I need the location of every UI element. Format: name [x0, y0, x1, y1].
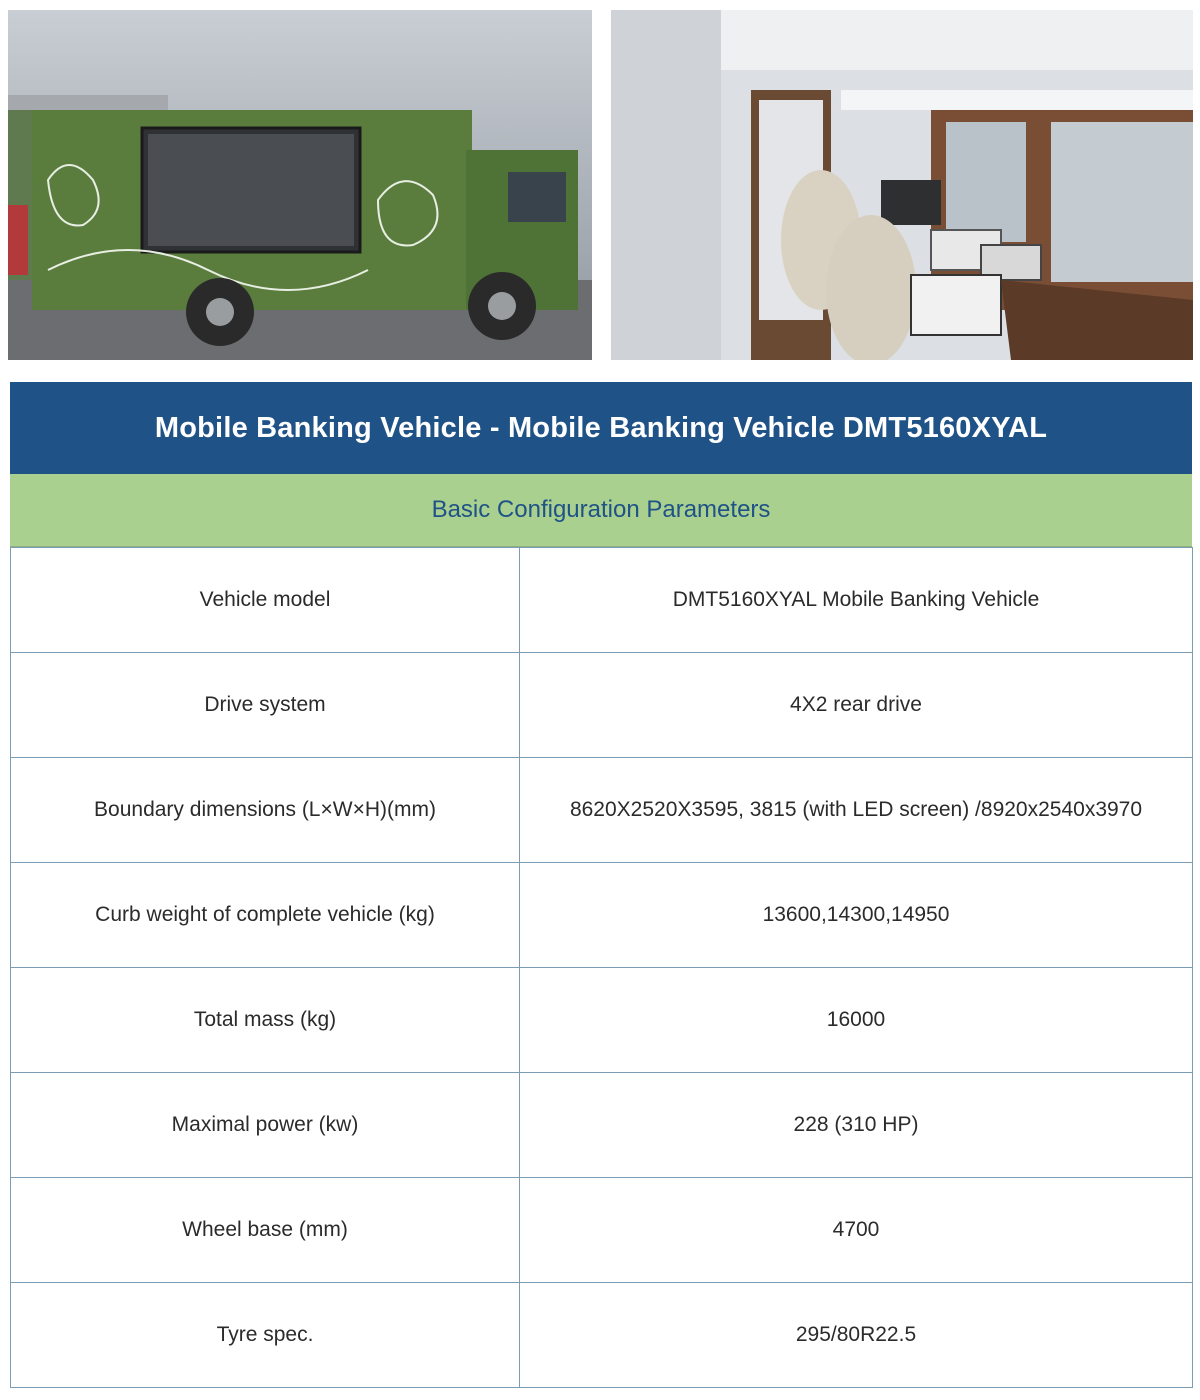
- table-row: [11, 863, 1193, 968]
- spec-label: Tyre spec.: [11, 1283, 520, 1388]
- spec-label: Curb weight of complete vehicle (kg): [11, 863, 520, 968]
- spec-value: 4700: [520, 1178, 1193, 1283]
- vehicle-exterior-photo: [8, 10, 592, 360]
- vehicle-interior-photo: [611, 10, 1193, 360]
- spec-label: Wheel base (mm): [11, 1178, 520, 1283]
- table-row: [11, 1073, 1193, 1178]
- spec-label: Maximal power (kw): [11, 1073, 520, 1178]
- spec-value: 8620X2520X3595, 3815 (with LED screen) /8920x2540x3970: [520, 758, 1193, 863]
- spec-sheet: [10, 382, 1192, 1388]
- table-row: [11, 548, 1193, 653]
- spec-value: 295/80R22.5: [520, 1283, 1193, 1388]
- table-row: [11, 968, 1193, 1073]
- spec-label: Boundary dimensions (L×W×H)(mm): [11, 758, 520, 863]
- table-row: [11, 1283, 1193, 1388]
- page-title: Mobile Banking Vehicle - Mobile Banking Vehicle DMT5160XYAL: [10, 382, 1192, 474]
- section-title: Basic Configuration Parameters: [10, 474, 1192, 547]
- interior-photo-illustration: [611, 10, 1193, 360]
- spec-value: 16000: [520, 968, 1193, 1073]
- table-row: [11, 758, 1193, 863]
- spec-value: 4X2 rear drive: [520, 653, 1193, 758]
- truck-photo-illustration: [8, 10, 592, 360]
- table-row: [11, 1178, 1193, 1283]
- spec-value: DMT5160XYAL Mobile Banking Vehicle: [520, 548, 1193, 653]
- photo-row: [0, 0, 1200, 372]
- spec-value: 228 (310 HP): [520, 1073, 1193, 1178]
- spec-label: Drive system: [11, 653, 520, 758]
- spec-table: [10, 547, 1193, 1388]
- spec-value: 13600,14300,14950: [520, 863, 1193, 968]
- table-row: [11, 653, 1193, 758]
- spec-label: Vehicle model: [11, 548, 520, 653]
- spec-table-body: [11, 548, 1193, 1388]
- spec-label: Total mass (kg): [11, 968, 520, 1073]
